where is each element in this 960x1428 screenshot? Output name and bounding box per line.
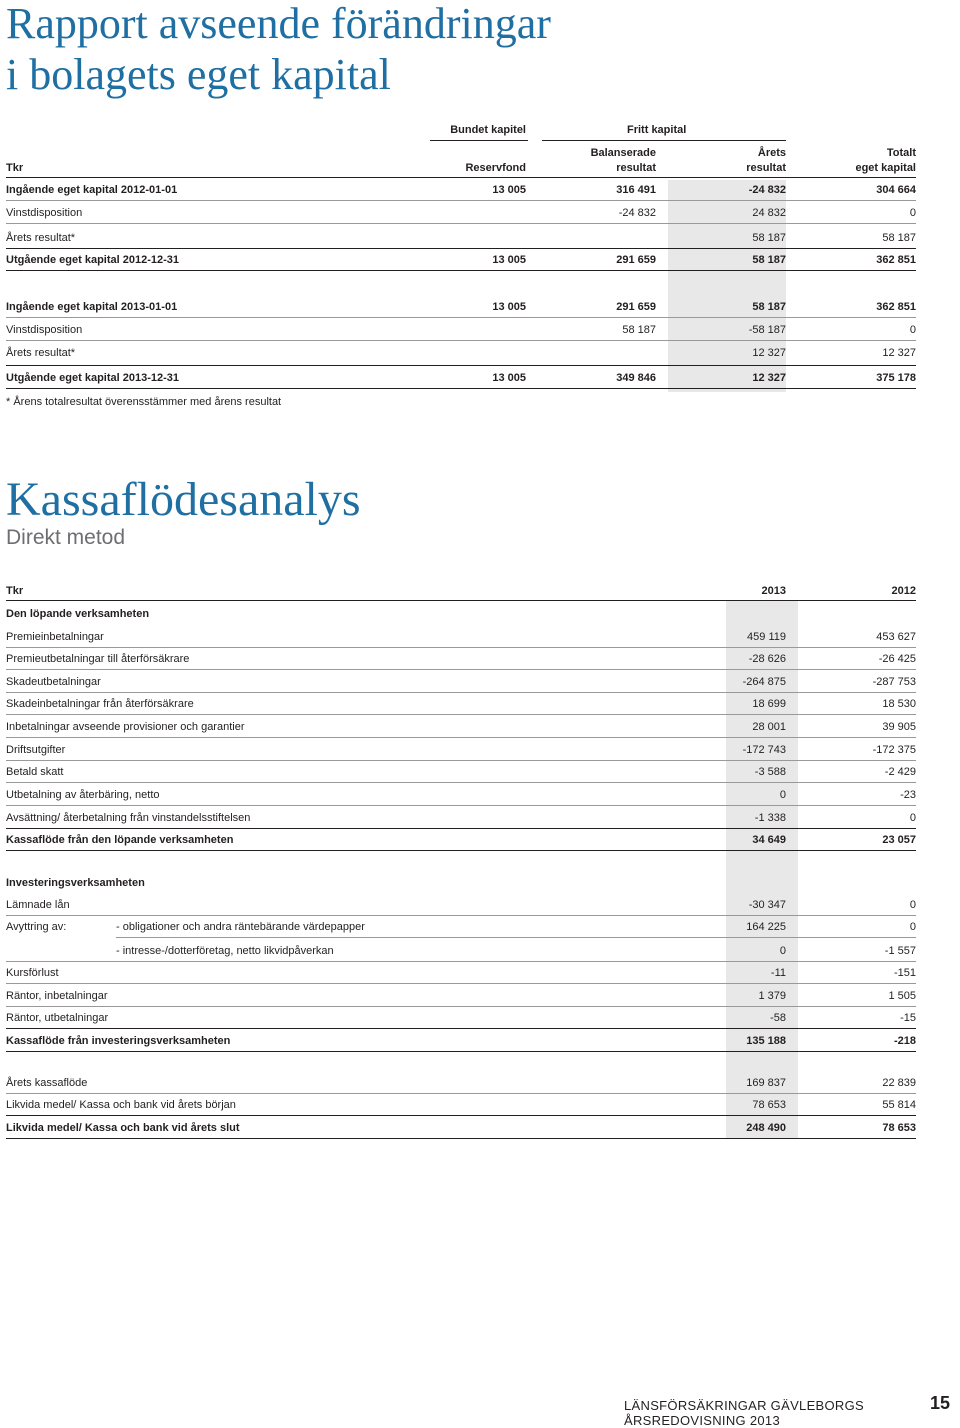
row-divider (6, 915, 916, 916)
row-label: Kassaflöde från den löpande verksamheten (6, 834, 234, 846)
row-value-2012: 39 905 (882, 721, 916, 733)
row-sublabel: - obligationer och andra räntebärande värdepapper (116, 921, 365, 933)
row-value-2012: -218 (893, 1035, 916, 1047)
row-divider (6, 714, 916, 715)
header-tkr: Tkr (6, 585, 24, 597)
row-value-2012: -287 753 (872, 676, 916, 688)
row-value-2012: 18 530 (882, 698, 916, 710)
row-arets: 58 187 (752, 254, 786, 266)
header-totalt-1: Totalt (886, 147, 916, 159)
row-value-2013: 248 490 (746, 1122, 786, 1134)
row-label: Lämnade lån (6, 899, 70, 911)
row-arets: -58 187 (748, 324, 786, 336)
row-value-2012: -23 (900, 789, 916, 801)
row-divider (6, 1006, 916, 1007)
row-balanserade: 349 846 (616, 372, 656, 384)
row-label: Skadeutbetalningar (6, 676, 101, 688)
row-divider (6, 805, 916, 806)
row-balanserade: 291 659 (616, 254, 656, 266)
row-value-2013: 34 649 (752, 834, 786, 846)
row-value-2013: 135 188 (746, 1035, 786, 1047)
row-divider (6, 692, 916, 693)
header-divider-bundet (430, 140, 528, 141)
row-divider (6, 388, 916, 389)
row-value-2013: -3 588 (754, 766, 786, 778)
row-divider (6, 1028, 916, 1029)
row-label: Avsättning/ återbetalning från vinstandelsstiftelsen (6, 812, 251, 824)
row-label: Driftsutgifter (6, 744, 66, 756)
row-label: Betald skatt (6, 766, 64, 778)
row-label: Utgående eget kapital 2012-12-31 (6, 254, 180, 266)
row-totalt: 58 187 (882, 232, 916, 244)
row-value-2013: -264 875 (742, 676, 786, 688)
row-reservfond: 13 005 (492, 301, 526, 313)
row-value-2013: -28 626 (748, 653, 786, 665)
cashflow-title: Kassaflödesanalys (6, 473, 361, 526)
page-number: 15 (930, 1393, 951, 1413)
row-balanserade: 316 491 (616, 184, 656, 196)
row-label: Den löpande verksamheten (6, 608, 150, 620)
header-2013: 2013 (761, 585, 786, 597)
row-value-2013: 0 (779, 945, 786, 957)
row-label: Premieutbetalningar till återförsäkrare (6, 653, 190, 665)
row-totalt: 362 851 (876, 301, 916, 313)
row-arets: 58 187 (752, 301, 786, 313)
row-arets: 24 832 (752, 207, 786, 219)
page-title-line2: i bolagets eget kapital (6, 50, 391, 99)
row-label: Ingående eget kapital 2012-01-01 (6, 184, 178, 196)
header-bottom-rule (6, 600, 916, 601)
row-label: Vinstdisposition (6, 324, 83, 336)
equity-footnote: * Årens totalresultat överensstämmer med årens resultat (6, 396, 282, 408)
row-label: Inbetalningar avseende provisioner och garantier (6, 721, 245, 733)
row-arets: -24 832 (748, 184, 786, 196)
row-divider (6, 270, 916, 271)
row-value-2012: -1 557 (884, 945, 916, 957)
row-value-2013: 164 225 (746, 921, 786, 933)
row-label: Räntor, utbetalningar (6, 1012, 109, 1024)
row-label: Årets resultat* (6, 232, 76, 244)
row-value-2012: 55 814 (882, 1099, 916, 1111)
row-divider (6, 1138, 916, 1139)
row-reservfond: 13 005 (492, 372, 526, 384)
row-value-2012: 453 627 (876, 631, 916, 643)
header-tkr: Tkr (6, 162, 24, 174)
row-label: Avyttring av: (6, 921, 67, 933)
row-balanserade: 58 187 (622, 324, 656, 336)
row-label: Investeringsverksamheten (6, 877, 145, 889)
row-reservfond: 13 005 (492, 184, 526, 196)
row-totalt: 375 178 (876, 372, 916, 384)
row-arets: 12 327 (752, 372, 786, 384)
row-value-2013: -172 743 (742, 744, 786, 756)
row-divider (6, 647, 916, 648)
row-value-2013: 18 699 (752, 698, 786, 710)
cashflow-subtitle: Direkt metod (6, 526, 126, 549)
row-reservfond: 13 005 (492, 254, 526, 266)
row-value-2012: -172 375 (872, 744, 916, 756)
row-label: Premieinbetalningar (6, 631, 104, 643)
header-2012: 2012 (891, 585, 916, 597)
header-divider-fritt (542, 140, 786, 141)
row-value-2013: 28 001 (752, 721, 786, 733)
row-divider (6, 248, 916, 249)
row-divider (6, 223, 916, 224)
row-value-2012: 0 (909, 812, 916, 824)
page-title-line1: Rapport avseende förändringar (6, 0, 551, 48)
row-divider (6, 828, 916, 829)
row-divider (6, 737, 916, 738)
row-value-2012: 23 057 (882, 834, 916, 846)
row-divider (6, 782, 916, 783)
row-label: Kassaflöde från investeringsverksamheten (6, 1035, 231, 1047)
header-totalt-2: eget kapital (855, 162, 916, 174)
header-fritt-kapital: Fritt kapital (627, 124, 687, 136)
row-label: Räntor, inbetalningar (6, 990, 108, 1002)
row-value-2012: 78 653 (882, 1122, 916, 1134)
row-label: Skadeinbetalningar från återförsäkrare (6, 698, 194, 710)
row-value-2012: 22 839 (882, 1077, 916, 1089)
row-value-2013: 1 379 (758, 990, 786, 1002)
row-label: Årets kassaflöde (6, 1077, 88, 1089)
row-value-2013: 459 119 (747, 631, 786, 643)
header-bundet-kapital: Bundet kapitel (450, 124, 526, 136)
row-value-2013: 0 (779, 789, 786, 801)
row-value-2012: -26 425 (878, 653, 916, 665)
header-reservfond: Reservfond (465, 162, 526, 174)
row-divider (6, 983, 916, 984)
row-value-2012: 0 (909, 899, 916, 911)
row-divider (6, 760, 916, 761)
header-balanserade-1: Balanserade (590, 147, 656, 159)
header-arets-1: Årets (757, 147, 786, 159)
row-value-2012: -151 (893, 967, 916, 979)
row-label: Utbetalning av återbäring, netto (6, 789, 160, 801)
row-label: Likvida medel/ Kassa och bank vid årets början (6, 1099, 236, 1111)
header-arets-2: resultat (746, 162, 786, 174)
row-divider (6, 340, 916, 341)
footer-text: LÄNSFÖRSÄKRINGAR GÄVLEBORGS ÅRSREDOVISNING 2013 (624, 1398, 864, 1428)
row-value-2012: 1 505 (888, 990, 916, 1002)
row-divider (116, 937, 916, 938)
row-divider (6, 365, 916, 366)
row-value-2012: -15 (900, 1012, 916, 1024)
row-totalt: 304 664 (876, 184, 916, 196)
row-divider (6, 317, 916, 318)
row-label: Årets resultat* (6, 347, 76, 359)
row-value-2013: 169 837 (746, 1077, 786, 1089)
row-label: Kursförlust (6, 967, 59, 979)
row-divider (6, 1051, 916, 1052)
row-divider (6, 1115, 916, 1116)
row-label: Utgående eget kapital 2013-12-31 (6, 372, 180, 384)
row-value-2012: 0 (909, 921, 916, 933)
row-divider (6, 850, 916, 851)
row-totalt: 12 327 (882, 347, 916, 359)
row-divider (6, 1093, 916, 1094)
row-totalt: 0 (909, 207, 916, 219)
row-label: Ingående eget kapital 2013-01-01 (6, 301, 178, 313)
row-sublabel: - intresse-/dotterföretag, netto likvidpåverkan (116, 945, 334, 957)
row-label: Likvida medel/ Kassa och bank vid årets slut (6, 1122, 240, 1134)
row-balanserade: 291 659 (616, 301, 656, 313)
row-divider (6, 669, 916, 670)
row-arets: 58 187 (752, 232, 786, 244)
row-value-2013: -1 338 (754, 812, 786, 824)
header-bottom-rule (6, 177, 916, 178)
row-totalt: 0 (909, 324, 916, 336)
row-arets: 12 327 (752, 347, 786, 359)
row-balanserade: -24 832 (618, 207, 656, 219)
row-value-2013: -30 347 (748, 899, 786, 911)
row-divider (6, 200, 916, 201)
header-balanserade-2: resultat (616, 162, 656, 174)
row-value-2012: -2 429 (884, 766, 916, 778)
row-value-2013: -11 (770, 967, 786, 979)
row-value-2013: 78 653 (752, 1099, 786, 1111)
row-divider (6, 961, 916, 962)
row-label: Vinstdisposition (6, 207, 83, 219)
row-totalt: 362 851 (876, 254, 916, 266)
row-value-2013: -58 (770, 1012, 786, 1024)
